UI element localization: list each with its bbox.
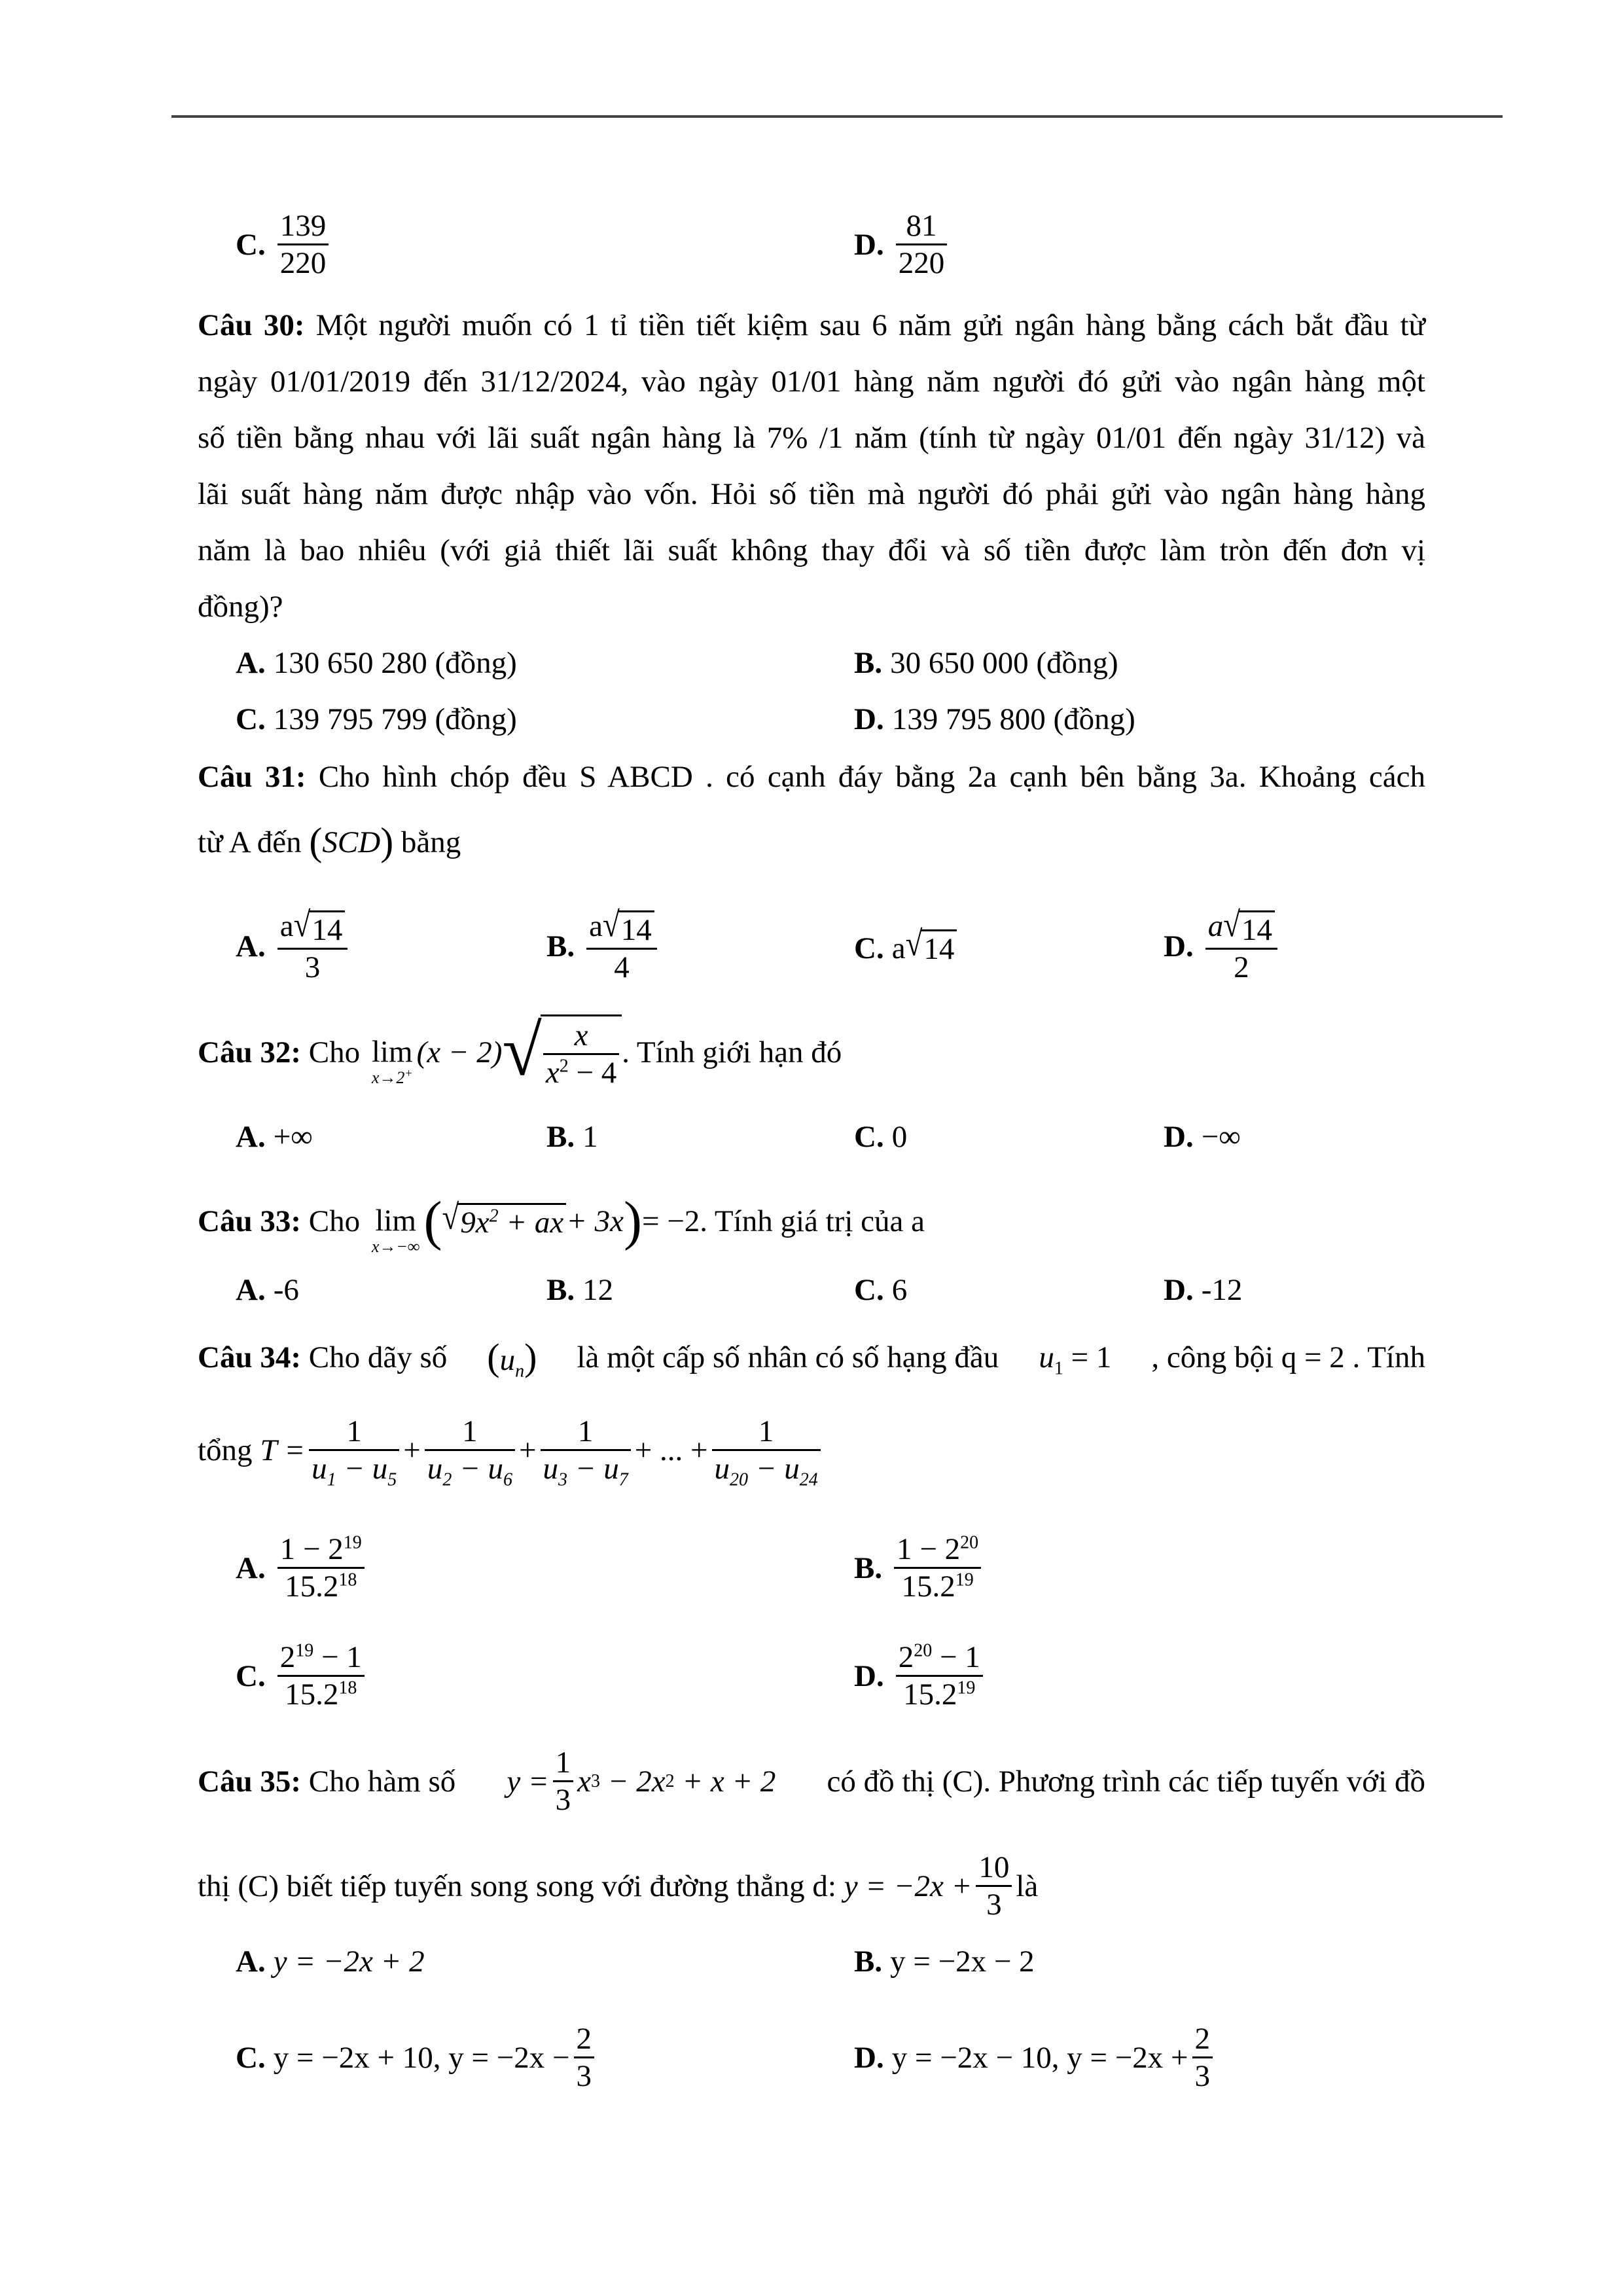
lim-word: lim [371,1034,413,1069]
q31-option-b [546,905,661,985]
paren-close: ) [380,820,394,863]
q29-option-d [854,208,951,281]
term: 15.2 [285,1677,339,1712]
q30-line-6: đồng)? [198,590,283,624]
option-text: 130 650 280 (đồng) [273,646,517,680]
denominator: $u_{20} - u_{24}$ [714,1452,818,1490]
numerator: 1 [555,1746,571,1780]
option-text: 0 [891,1120,908,1154]
numerator [586,905,657,948]
radicand: 14 [309,910,345,948]
denominator [899,1569,976,1604]
q32-option-c [854,1119,907,1155]
option-key: D. [854,1659,884,1693]
radical-sign: √ [502,1011,542,1090]
paren-close: ) [624,1191,643,1252]
lim-subscript: x→−∞ [371,1237,420,1256]
numerator [277,1640,365,1675]
lim-sub-text: x→2 [371,1067,405,1087]
exponent: 2 [559,1056,569,1077]
numerator: 2 [1194,2022,1210,2056]
coef: a [1207,909,1224,943]
option-text: 139 795 799 (đồng) [273,702,517,736]
q34-option-c [236,1640,368,1712]
fraction [277,905,348,985]
q32-line [198,1011,1425,1090]
q32-option-b [546,1119,598,1155]
exponent: 18 [338,1677,357,1698]
question-text: từ A đến [198,825,302,859]
question-text: Cho hình chóp đều S ABCD . có cạnh đáy bằng 2a cạnh bên bằng 3a. Khoảng cách [318,760,1425,794]
option-key: B. [854,1945,883,1979]
option-key: B. [546,1273,575,1307]
term: − 1 [313,1640,362,1674]
u-var: u [784,1452,800,1486]
question-label: Câu 35: [198,1764,301,1799]
u-var: u [1039,1340,1054,1374]
numerator [277,1532,365,1567]
q33-option-b [546,1272,613,1308]
plane-name: SCD [322,825,381,859]
term-fraction [712,1414,821,1490]
term: 2 [279,1640,296,1674]
u-sub: 24 [799,1469,818,1490]
radicand: 14 [1239,910,1275,948]
term: x [577,1764,592,1799]
limit [372,1206,420,1257]
function-formula: y = $\frac{1}{3}$ x 3 − 2x 2 + x + 2 [507,1746,776,1818]
paren-open: ( [487,1336,500,1378]
sequence-symbol [487,1335,537,1382]
q29-option-c [236,208,332,281]
q30-option-d [854,702,1135,737]
q30-line-2: ngày 01/01/2019 đến 31/12/2024, vào ngày 01/01 hàng năm người đó gửi vào ngân hàng một [198,365,1425,399]
fraction [896,1640,983,1712]
q30-line-3: số tiền bằng nhau với lãi suất ngân hàng là 7% /1 năm (tính từ ngày 01/01 đến ngày 31/12) và [198,421,1425,455]
term-fraction [425,1414,515,1490]
u-var: u [543,1452,559,1486]
option-text: 6 [891,1273,908,1307]
question-text: là [1016,1869,1039,1903]
denominator: 4 [614,950,630,984]
option-text: y = −2x + 2 [273,1945,425,1979]
q31-option-d [1164,905,1281,985]
sqrt [293,905,346,948]
coef: a [589,909,603,943]
denominator [282,1569,359,1604]
question-label: Câu 30: [198,308,305,342]
option-text: 1 [582,1120,598,1154]
fraction [894,1532,981,1604]
radical-sign: √ [602,905,620,944]
q35-line-1 [198,1745,1425,1818]
exponent: 19 [957,1677,976,1698]
u-var: u [312,1452,327,1486]
q35-option-d [854,2021,1217,2094]
exponent: 19 [343,1532,362,1553]
denominator: $u_3 - u_7$ [543,1452,628,1490]
q30-line-5: năm là bao nhiêu (với giả thiết lãi suất không thay đổi và số tiền được làm tròn đến đơn vị [198,533,1425,567]
ellipsis: + ... + [634,1433,708,1467]
option-key: D. [1164,929,1194,964]
question-label: Câu 32: [198,1035,301,1070]
option-key: A. [236,929,266,964]
q30-option-b [854,645,1118,681]
header-rule [171,115,1503,118]
option-key: B. [546,929,575,964]
paren-close: ) [524,1336,537,1378]
numerator: 1 [758,1414,774,1448]
option-key: C. [854,1120,884,1154]
option-key: A. [236,1551,266,1585]
q35-option-b [854,1944,1035,1979]
denominator: 220 [898,246,945,281]
term: 1 − 2 [279,1532,344,1566]
option-key: C. [236,227,266,262]
option-text: y = −2x + 10, y = −2x − [273,2040,570,2075]
u-var: u [603,1452,619,1486]
option-key: D. [854,2040,884,2075]
q34-segment [198,1340,447,1375]
lim-word: lim [375,1204,416,1238]
question-label: Câu 33: [198,1204,301,1239]
radical-sign: √ [293,905,311,944]
denominator: 3 [1194,2059,1210,2094]
radical-sign: √ [442,1197,459,1237]
fraction [277,208,329,281]
option-key: B. [854,646,883,680]
u-var: u [488,1452,504,1486]
numerator: 10 [978,1850,1010,1884]
fraction [976,1850,1012,1922]
q35-option-c [236,2021,598,2094]
u-var: u [427,1452,443,1486]
option-key: A. [236,1945,266,1979]
term: 9x [460,1205,490,1240]
u-val: = 1 [1071,1340,1112,1374]
option-key: C. [236,2040,266,2075]
lim-subscript [372,1067,413,1088]
numerator: x [574,1018,588,1052]
rest: − 4 [568,1056,617,1090]
numerator: 81 [906,209,937,243]
limit [371,1034,413,1088]
numerator [896,1640,983,1675]
u-sub: 2 [442,1469,452,1490]
equals: = −2 [642,1204,700,1239]
numerator [894,1532,981,1567]
option-text: −∞ [1201,1120,1241,1154]
q34-line-2: tổng T = $\frac{1}{u_1 - u_5}$ + $\frac{1}{u_2 - u_6}$ + $\frac{1}{u_3 - u_7}$ + ... + $\frac{1}{u_{20} - u_{24}}$ [198,1414,1425,1486]
option-key: C. [854,1273,884,1307]
numerator [277,905,348,948]
option-key: A. [236,1273,266,1307]
option-text: 30 650 000 (đồng) [890,646,1118,680]
term: 15.2 [901,1570,955,1604]
exponent: 20 [960,1532,979,1553]
question-text: Một người muốn có 1 tỉ tiền tiết kiệm sau 6 năm gửi ngân hàng bằng cách bắt đầu từ [315,308,1426,342]
u-sub: 1 [1054,1357,1063,1378]
option-key: C. [854,931,884,965]
sqrt [502,1011,622,1090]
fraction [543,1018,619,1090]
exponent: 19 [295,1640,314,1661]
term: − 1 [932,1640,980,1674]
seq-sub: n [515,1361,525,1382]
sqrt [1223,905,1275,948]
q35-segment [198,1764,455,1799]
fraction [586,905,657,985]
option-key: D. [1164,1273,1194,1307]
q31-line-1 [198,759,1425,795]
term: 2 [898,1640,914,1674]
term: + 3x [566,1204,624,1239]
sum-symbol: T = [260,1433,306,1467]
question-text: Cho [308,1204,361,1239]
base: x [545,1056,560,1090]
denominator [543,1055,619,1090]
radicand [457,1203,566,1240]
option-key: A. [236,1120,266,1154]
term: + x + 2 [674,1764,776,1799]
term-fraction [309,1414,399,1490]
denominator: 3 [986,1888,1002,1922]
denominator: 3 [576,2059,592,2094]
radical-sign: √ [905,924,923,964]
factor: (x − 2) [416,1035,503,1070]
term: − 2x [600,1764,666,1799]
denominator: $u_2 - u_6$ [427,1452,513,1490]
fraction [896,208,948,281]
q30-option-a [236,645,517,681]
option-key: A. [236,646,266,680]
denominator: $u_1 - u_5$ [312,1452,397,1490]
q30-option-c [236,702,517,737]
numerator: 2 [576,2022,592,2056]
radicand: 14 [921,929,957,967]
coef: a [279,909,294,943]
y-equals: y = [507,1764,549,1799]
q34-option-b [854,1532,985,1604]
term: 1 − 2 [897,1532,961,1566]
q33-line [198,1186,1425,1257]
question-text: . Tính giới hạn đó [622,1035,842,1070]
line-equation: y = −2x + [844,1869,972,1903]
u-sub: 6 [503,1469,513,1490]
numerator: 1 [462,1414,478,1448]
first-term [1039,1340,1112,1378]
q31-line-2 [198,819,1425,865]
denominator: 3 [304,950,321,984]
fraction [277,1640,365,1712]
option-key: B. [546,1120,575,1154]
exponent: 18 [338,1570,357,1590]
q33-option-d [1164,1272,1242,1308]
denominator: 220 [279,246,327,281]
question-text: Cho [308,1035,361,1070]
u-var: u [372,1452,388,1486]
q32-option-a [236,1119,313,1155]
option-text: y = −2x − 2 [890,1945,1035,1979]
option-key: D. [1164,1120,1194,1154]
question-label: Câu 34: [198,1340,301,1374]
question-text: có đồ thị (C). Phương trình các tiếp tuyến với đồ [827,1764,1425,1799]
q30-line-4: lãi suất hàng năm được nhập vào vốn. Hỏi số tiền mà người đó phải gửi vào ngân hàng hàng [198,477,1425,511]
sqrt [602,905,654,948]
q35-option-a [236,1944,425,1979]
option-text: y = −2x − 10, y = −2x + [891,2040,1188,2075]
q34-option-a [236,1532,368,1604]
question-text: là một cấp số nhân có số hạng đầu [577,1340,999,1374]
fraction [553,1745,574,1818]
numerator: 1 [346,1414,362,1448]
option-key: C. [236,702,266,736]
seq-var: u [499,1343,516,1377]
numerator: 1 [577,1414,594,1448]
term: 15.2 [903,1677,957,1712]
fraction [1192,2021,1213,2094]
u-var: u [714,1452,730,1486]
numerator: 139 [279,209,327,243]
q34-option-d [854,1640,987,1712]
fraction [574,2021,595,2094]
u-sub: 5 [387,1469,397,1490]
term: 15.2 [285,1570,339,1604]
paren-open: ( [309,820,323,863]
u-sub: 1 [327,1469,336,1490]
question-text: . Tính giá trị của a [700,1204,925,1239]
q31-option-a [236,905,351,985]
exponent: 2 [489,1205,499,1226]
sqrt [905,924,957,967]
denominator [901,1677,978,1712]
term-fraction [541,1414,631,1490]
question-text: thị (C) biết tiếp tuyến song song với đường thẳng d: [198,1869,836,1903]
fraction [277,1532,365,1604]
q31-option-c [854,924,957,967]
option-text: +∞ [273,1120,313,1154]
option-text: 139 795 800 (đồng) [891,702,1135,736]
exponent: 20 [914,1640,933,1661]
option-key: D. [854,702,884,736]
numerator [1205,905,1277,948]
radical-sign: √ [1223,905,1240,944]
question-text: Cho dãy số [308,1340,448,1374]
question-label: Câu 31: [198,760,306,794]
q33-option-c [854,1272,907,1308]
u-sub: 20 [730,1469,749,1490]
lim-sub-sup: + [404,1066,413,1080]
q35-line-2 [198,1850,1425,1922]
coef: a [891,931,906,965]
question-text: bằng [401,825,461,859]
radicand: 14 [618,910,654,948]
denominator [282,1677,359,1712]
exponent: 19 [955,1570,974,1590]
denominator: 3 [555,1783,571,1818]
question-text: tổng [198,1433,253,1467]
option-text: 12 [582,1273,614,1307]
sqrt [442,1197,566,1240]
u-sub: 3 [558,1469,568,1490]
q30-line-1 [198,308,1425,343]
u-sub: 7 [618,1469,628,1490]
fraction [1205,905,1277,985]
question-text: , công bội q = 2 . Tính [1151,1340,1425,1374]
option-text: -12 [1201,1273,1243,1307]
option-key: D. [854,227,884,262]
paren-open: ( [423,1191,442,1252]
radicand [541,1014,622,1090]
option-text: -6 [273,1273,299,1307]
term: + ax [498,1205,564,1240]
q32-option-d [1164,1119,1241,1155]
question-text: Cho hàm số [308,1764,456,1799]
q34-line-1 [198,1335,1425,1382]
q33-option-a [236,1272,299,1308]
denominator: 2 [1234,950,1249,984]
option-key: C. [236,1659,266,1693]
option-key: B. [854,1551,883,1585]
